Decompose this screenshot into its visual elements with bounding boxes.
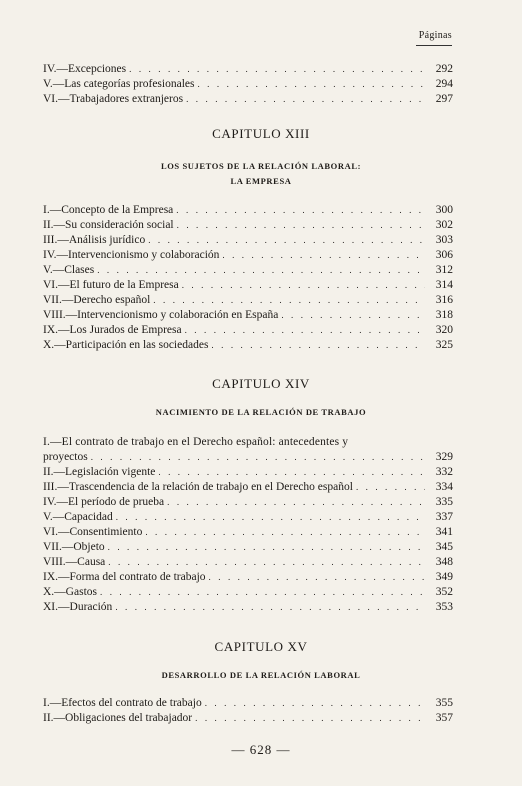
chapter-14-entries [43,435,453,615]
toc-entry [43,203,453,218]
entry-label: VII.—Derecho español [43,294,151,306]
leader-dots [148,233,425,248]
entry-page: 352 [435,586,453,598]
toc-entry [43,308,453,323]
entry-label: IX.—Forma del contrato de trabajo [43,571,206,583]
entry-page: 345 [435,541,453,553]
entry-page: 300 [435,204,453,216]
entry-label: IX.—Los Jurados de Empresa [43,324,182,336]
entry-label: X.—Gastos [43,586,97,598]
leader-dots [177,218,425,233]
entry-label: I.—El contrato de trabajo en el Derecho español: antecedentes y [43,436,349,448]
toc-entry [43,570,453,585]
toc-entry [43,323,453,338]
toc-entry-first-line [43,435,453,450]
chapter-title: CAPITULO XIV [212,376,310,391]
entry-page: 314 [435,279,453,291]
toc-entry [43,465,453,480]
entry-label: III.—Trascendencia de la relación de trabajo en el Derecho español [43,481,353,493]
toc-entry [43,696,453,711]
entry-page: 306 [435,249,453,261]
entry-label: VII.—Objeto [43,541,105,553]
entry-page: 348 [435,556,453,568]
entry-label: V.—Capacidad [43,511,113,523]
chapter-subtitle: LA EMPRESA [230,176,292,186]
toc-entry [43,293,453,308]
entry-page: 357 [435,712,453,724]
toc-entry [43,600,453,615]
chapter-title: CAPITULO XV [214,639,308,654]
leader-dots [211,338,425,353]
entry-label: IV.—Excepciones [43,63,127,75]
toc-entry [43,495,453,510]
leader-dots [356,480,425,495]
toc-entry [43,525,453,540]
toc-entry [43,338,453,353]
entry-page: 316 [435,294,453,306]
toc-entry [43,92,453,107]
entry-page: 337 [435,511,453,523]
entry-page: 353 [435,601,453,613]
entry-label: VI.—Consentimiento [43,526,143,538]
entry-label: II.—Obligaciones del trabajador [43,712,193,724]
toc-entry [43,233,453,248]
leader-dots [108,555,425,570]
chapter-subtitle: NACIMIENTO DE LA RELACIÓN DE TRABAJO [155,407,367,417]
entry-label: VI.—El futuro de la Empresa [43,279,179,291]
entry-page: 320 [435,324,453,336]
leader-dots [91,450,425,465]
entry-page: 318 [435,309,453,321]
leader-dots [176,203,425,218]
leader-dots [197,77,425,92]
entry-label: IV.—Intervencionismo y colaboración [43,249,220,261]
leader-dots [182,278,425,293]
entry-page: 332 [435,466,453,478]
entry-label: V.—Las categorías profesionales [43,78,195,90]
leader-dots [185,323,425,338]
leader-dots [116,510,425,525]
toc-entry [43,248,453,263]
leader-dots [186,92,425,107]
leader-dots [158,465,425,480]
toc-entry [43,263,453,278]
entry-page: 334 [435,481,453,493]
entry-label: III.—Análisis jurídico [43,234,146,246]
toc-entry [43,510,453,525]
entry-page: 341 [435,526,453,538]
leader-dots [115,600,425,615]
chapter-subtitle: DESARROLLO DE LA RELACIÓN LABORAL [161,670,361,680]
entry-page: 297 [435,93,453,105]
entry-label: XI.—Duración [43,601,113,613]
entry-label: II.—Legislación vigente [43,466,156,478]
entry-page: 349 [435,571,453,583]
leader-dots [167,495,425,510]
entry-page: 294 [435,78,453,90]
toc-entry [43,278,453,293]
toc-entry [43,711,453,726]
toc-entry [43,480,453,495]
header-rule [416,45,452,46]
toc-entry [43,62,453,77]
entry-label: I.—Efectos del contrato de trabajo [43,697,202,709]
entry-page: 329 [435,451,453,463]
entry-label: IV.—El período de prueba [43,496,165,508]
leader-dots [205,696,425,711]
leader-dots [195,711,425,726]
entry-label: VIII.—Causa [43,556,106,568]
entry-label: VI.—Trabajadores extranjeros [43,93,184,105]
toc-entry [43,218,453,233]
page-number: — 628 — [231,742,291,757]
entry-page: 325 [435,339,453,351]
entry-page: 335 [435,496,453,508]
leader-dots [281,308,425,323]
leader-dots [97,263,425,278]
entry-label: I.—Concepto de la Empresa [43,204,174,216]
entry-label: X.—Participación en las sociedades [43,339,209,351]
entry-page: 303 [435,234,453,246]
entry-page: 302 [435,219,453,231]
chapter-subtitle: LOS SUJETOS DE LA RELACIÓN LABORAL: [160,161,362,171]
toc-entry [43,77,453,92]
entry-page: 355 [435,697,453,709]
chapter-15-entries [43,696,453,726]
entry-label: V.—Clases [43,264,95,276]
leader-dots [108,540,425,555]
top-entries [43,62,453,107]
leader-dots [153,293,425,308]
toc-entry [43,540,453,555]
paginas-header: Páginas [418,30,452,41]
leader-dots [145,525,425,540]
toc-entry [43,555,453,570]
leader-dots [222,248,425,263]
chapter-13-entries [43,203,453,353]
entry-page: 312 [435,264,453,276]
entry-label: proyectos [43,451,88,463]
leader-dots [100,585,425,600]
toc-entry [43,450,453,465]
leader-dots [129,62,425,77]
leader-dots [209,570,425,585]
toc-entry [43,585,453,600]
entry-page: 292 [435,63,453,75]
entry-label: VIII.—Intervencionismo y colaboración en España [43,309,279,321]
entry-label: II.—Su consideración social [43,219,174,231]
chapter-title: CAPITULO XIII [212,126,310,141]
